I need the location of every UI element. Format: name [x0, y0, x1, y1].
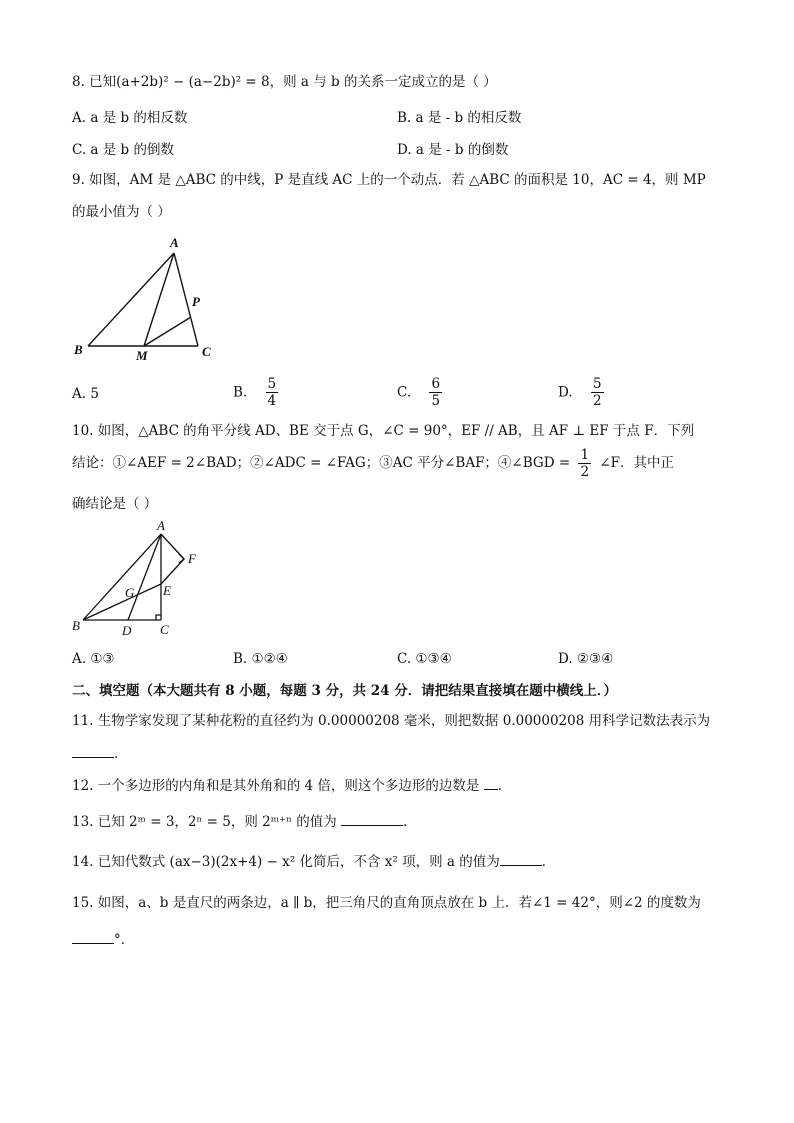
- q10-stem-line1: 10. 如图，△ABC 的角平分线 AD、BE 交于点 G，∠C = 90°，EF // AB，且 AF ⊥ EF 于点 F．下列: [72, 423, 695, 439]
- q8-option-c: C. a 是 b 的倒数: [72, 142, 174, 158]
- q10-label-c: C: [160, 622, 169, 637]
- q10-right-angle-c: [156, 615, 161, 620]
- q9-option-a: [72, 384, 99, 404]
- q12-answer-blank[interactable]: [484, 775, 498, 790]
- q9-option-b-den: 4: [267, 393, 277, 409]
- q10-option-d: D. ②③④: [558, 651, 614, 667]
- q9-median-am: [144, 253, 174, 346]
- q10-label-b: B: [72, 618, 80, 633]
- q11-line1: 11. 生物学家发现了某种花粉的直径约为 0.00000208 毫米，则把数据 0.00000208 用科学记数法表示为: [72, 713, 711, 729]
- q13-tail: ．: [403, 814, 417, 830]
- q8-option-b: B. a 是 - b 的相反数: [397, 110, 522, 126]
- q15-answer-blank[interactable]: [72, 929, 114, 944]
- q9-segment-mp: [144, 317, 191, 346]
- q9-label-a: A: [170, 235, 179, 250]
- q9-side-ab: [88, 253, 174, 346]
- q9-option-c-prefix: C.: [397, 384, 412, 401]
- q9-option-a-value: 5: [90, 386, 99, 402]
- q10-label-f: F: [188, 551, 196, 566]
- q15-line2-tail: °．: [114, 932, 135, 948]
- q13-line: [72, 811, 417, 832]
- q9-option-d-num: 5: [592, 376, 602, 392]
- q10-option-a: A. ①③: [72, 651, 115, 667]
- q15-line2: [72, 929, 134, 950]
- q9-label-m: M: [136, 348, 148, 363]
- q11-line2-tail: ．: [114, 746, 128, 762]
- q12-text: 12. 一个多边形的内角和是其外角和的 4 倍，则这个多边形的边数是: [72, 778, 480, 794]
- q10-label-g: G: [125, 585, 135, 600]
- q10-figure: [68, 518, 208, 640]
- q10-stem-line3: 确结论是（ ）: [72, 496, 158, 512]
- q11-answer-blank[interactable]: [72, 743, 114, 758]
- q9-stem-line2: 的最小值为（ ）: [72, 204, 171, 220]
- q10-side-ab: [83, 534, 161, 620]
- q13-text: 13. 已知 2ᵐ = 3，2ⁿ = 5，则 2ᵐ⁺ⁿ 的值为: [72, 814, 337, 830]
- q9-option-a-prefix: A.: [72, 386, 87, 402]
- q10-option-b: B. ①②④: [233, 651, 288, 667]
- q10-label-d: D: [122, 623, 132, 638]
- q9-option-b: [233, 376, 278, 409]
- q11-line2: [72, 743, 128, 764]
- q9-label-c: C: [202, 344, 211, 359]
- q9-figure: [70, 232, 220, 368]
- q10-segment-ef: [161, 559, 184, 584]
- q9-option-b-num: 5: [267, 376, 277, 392]
- q10-stem-line2-text: 结论：①∠AEF = 2∠BAD；②∠ADC = ∠FAG；③AC 平分∠BAF；④∠BGD =: [72, 455, 571, 471]
- q12-tail: ．: [497, 778, 512, 794]
- q9-option-d: [558, 376, 604, 409]
- q15-line1: 15. 如图，a、b 是直尺的两条边，a ∥ b，把三角尺的直角顶点放在 b 上．若∠1 = 42°，则∠2 的度数为: [72, 895, 701, 911]
- q10-option-c: C. ①③④: [397, 651, 452, 667]
- q10-label-e: E: [163, 583, 171, 598]
- q14-tail: ．: [541, 854, 556, 870]
- q9-option-b-prefix: B.: [233, 384, 248, 401]
- section2-title: 二、填空题（本大题共有 8 小题，每题 3 分，共 24 分．请把结果直接填在题中横线上．）: [72, 683, 618, 699]
- q14-answer-blank[interactable]: [500, 851, 542, 866]
- q9-label-p: P: [192, 294, 200, 309]
- q9-option-d-prefix: D.: [558, 384, 573, 401]
- q12-line: [72, 775, 511, 796]
- q9-option-d-den: 2: [592, 393, 602, 409]
- q9-option-c-num: 6: [431, 376, 441, 392]
- q14-line: [72, 851, 555, 872]
- q10-stem-line2: [72, 446, 674, 480]
- q14-text: 14. 已知代数式 (ax−3)(2x+4) − x² 化简后，不含 x² 项，则 a 的值为: [72, 854, 500, 870]
- q9-option-c-den: 5: [431, 393, 441, 409]
- q10-bisector-ad: [128, 534, 161, 620]
- q9-option-c: [397, 376, 442, 409]
- q8-option-a: A. a 是 b 的相反数: [72, 110, 188, 126]
- q13-answer-blank[interactable]: [341, 811, 403, 826]
- q10-stem-line2-tail: ∠F．其中正: [599, 455, 675, 471]
- q10-frac-den: 2: [580, 464, 590, 480]
- q10-frac-num: 1: [580, 447, 590, 463]
- q8-stem: 8. 已知(a+2b)² − (a−2b)² = 8，则 a 与 b 的关系一定成立的是（ ）: [72, 74, 497, 90]
- q8-option-d: D. a 是 - b 的倒数: [397, 142, 509, 158]
- q9-stem-line1: 9. 如图，AM 是 △ABC 的中线，P 是直线 AC 上的一个动点．若 △ABC 的面积是 10，AC = 4，则 MP: [72, 172, 706, 188]
- q10-label-a: A: [157, 518, 165, 533]
- q10-bisector-be: [83, 584, 161, 620]
- q9-label-b: B: [74, 342, 83, 357]
